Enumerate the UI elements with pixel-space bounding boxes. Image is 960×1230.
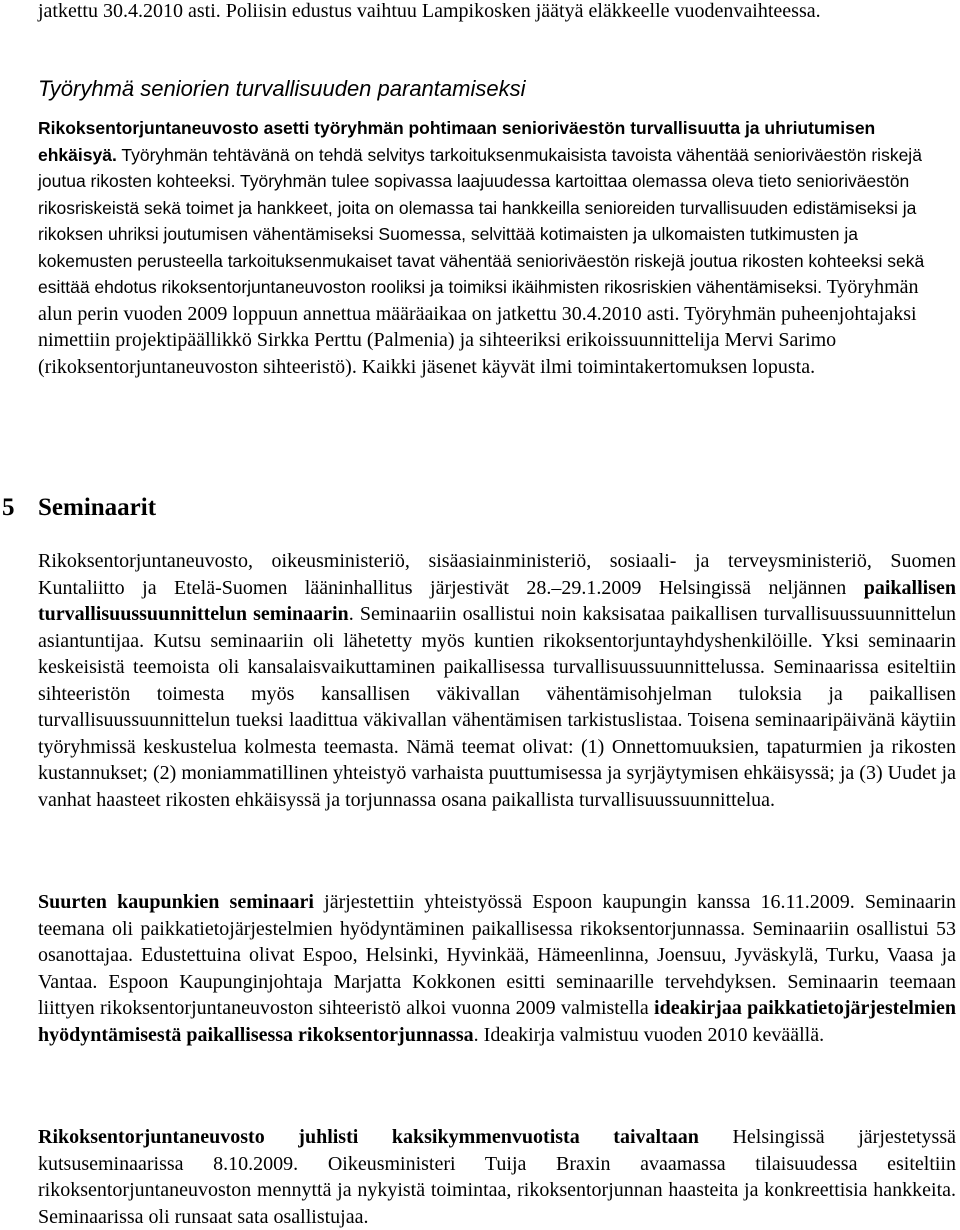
working-group-heading: Työryhmä seniorien turvallisuuden parantamiseksi bbox=[38, 76, 526, 101]
p2-bold-1: Suurten kaupunkien seminaari bbox=[38, 891, 314, 913]
p1-text-b: . Seminaariin osallistui noin kaksisataa paikallisen turvallisuussuunnittelun asiantuntijaa. Kutsu seminaariin oli lähetetty myös kuntien rikoksentorjuntayhdyshenkilöille. Yksi seminaarin keskeisistä teemoista oli kansalaisvaikuttaminen paikallisessa turvallisuussuunnittelussa. Seminaarissa esiteltiin sihteeristön toimesta myös kansallisen väkivallan vähentämisohjelman tuloksia ja paikallisen turvallisuussuunnittelun tueksi laadittua väkivallan vähentämisen tarkistuslistaa. Toisena seminaaripäivänä käytiin työryhmissä keskustelua kolmesta teemasta. Nämä teemat olivat: (1) Onnettomuuksien, tapaturmien ja rikosten kustannukset; (2) moniammatillinen yhteistyö varhaista puuttumisessa ja syrjäytymisen ehkäisyssä; ja (3) Uudet ja vanhat haasteet rikosten ehkäisyssä ja torjunnassa osana paikallista turvallisuussuunnittelua. bbox=[38, 603, 957, 811]
working-group-sans-text: Työryhmän tehtävänä on tehdä selvitys tarkoituksenmukaisista tavoista vähentää senioriväestön riskejä joutua rikosten kohteeksi. Työryhmän tulee sopivassa laajuudessa kartoittaa olemassa oleva tieto senioriväestön rikosriskeistä sekä toimet ja hankkeet, joita on olemassa tai hankkeilla senioreiden turvallisuuden edistämiseksi ja rikoksen uhriksi joutumisen vähentämiseksi Suomessa, selvittää kotimaisten ja ulkomaisten tutkimusten ja kokemusten perusteella tarkoituksenmukaiset tavat vähentää senioriväestön riskejä joutua rikosten kohteeksi sekä esittää ehdotus rikoksentorjuntaneuvoston rooliksi ja toimiksi ikäihmisten rikosriskien vähentämiseksi. bbox=[38, 144, 925, 297]
p2-text-b: . Ideakirja valmistuu vuoden 2010 keväällä. bbox=[473, 1023, 825, 1046]
continued-paragraph bbox=[38, 0, 956, 25]
continued-text: jatkettu 30.4.2010 asti. Poliisin edustus vaihtuu Lampikosken jäätyä eläkkeelle vuodenvaihteessa. bbox=[38, 0, 821, 22]
section-title: Seminaarit bbox=[38, 494, 157, 521]
working-group-bold-intro: Rikoksentorjuntaneuvosto asetti työryhmän pohtimaan senioriväestön turvallisuutta ja uhriutumisen ehkäisyä. bbox=[38, 118, 876, 165]
section-heading bbox=[2, 494, 156, 522]
p1-text-a: Rikoksentorjuntaneuvosto, oikeusministeriö, sisäasiainministeriö, sosiaali- ja terveysministeriö, Suomen Kuntaliitto ja Etelä-Suomen lääninhallitus järjestivät 28.–29.1.2009 Helsingissä neljännen bbox=[38, 550, 956, 599]
working-group-paragraph bbox=[38, 115, 956, 380]
working-group-serif-text: Työryhmän alun perin vuoden 2009 loppuun annettua määräaikaa on jatkettu 30.4.2010 asti. Työryhmän puheenjohtajaksi nimettiin projektipäällikkö Sirkka Perttu (Palmenia) ja sihteeriksi erikoissuunnittelija Mervi Sarimo (rikoksentorjuntaneuvoston sihteeristö). Kaikki jäsenet käyvät ilmi toimintakertomuksen lopusta. bbox=[38, 276, 919, 378]
seminar-paragraph-2 bbox=[38, 889, 956, 1048]
p2-text-a: järjestettiin yhteistyössä Espoon kaupungin kanssa 16.11.2009. Seminaarin teemana oli paikkatietojärjestelmien hyödyntäminen paikallisessa rikoksentorjunnassa. Seminaariin osallistui 53 osanottajaa. Edustettuina olivat Espoo, Helsinki, Hyvinkää, Hämeenlinna, Joensuu, Jyväskylä, Turku, Vaasa ja Vantaa. Espoon Kaupunginjohtaja Marjatta Kokkonen esitti seminaarille tervehdyksen. Seminaarin teemaan liittyen rikoksentorjuntaneuvoston sihteeristö alkoi vuonna 2009 valmistella bbox=[38, 891, 957, 1019]
p1-bold: paikallisen turvallisuussuunnittelun seminaarin bbox=[38, 576, 956, 625]
p3-text-a: Helsingissä järjestetyssä kutsuseminaarissa 8.10.2009. Oikeusministeri Tuija Braxin avaamassa tilaisuudessa esiteltiin rikoksentorjuntaneuvoston mennyttä ja nykyistä toimintaa, rikoksentorjunnan haasteita ja konkreettisia hankkeita. Seminaarissa oli runsaat sata osallistujaa. bbox=[38, 1126, 956, 1228]
p3-bold: Rikoksentorjuntaneuvosto juhlisti kaksikymmenvuotista taivaltaan bbox=[38, 1126, 699, 1148]
p2-bold-2: ideakirjaa paikkatietojärjestelmien hyödyntämisestä paikallisessa rikoksentorjunnassa bbox=[38, 997, 956, 1046]
seminar-paragraph-3 bbox=[38, 1124, 956, 1230]
seminar-paragraph-1 bbox=[38, 548, 956, 813]
section-number: 5 bbox=[2, 494, 15, 521]
